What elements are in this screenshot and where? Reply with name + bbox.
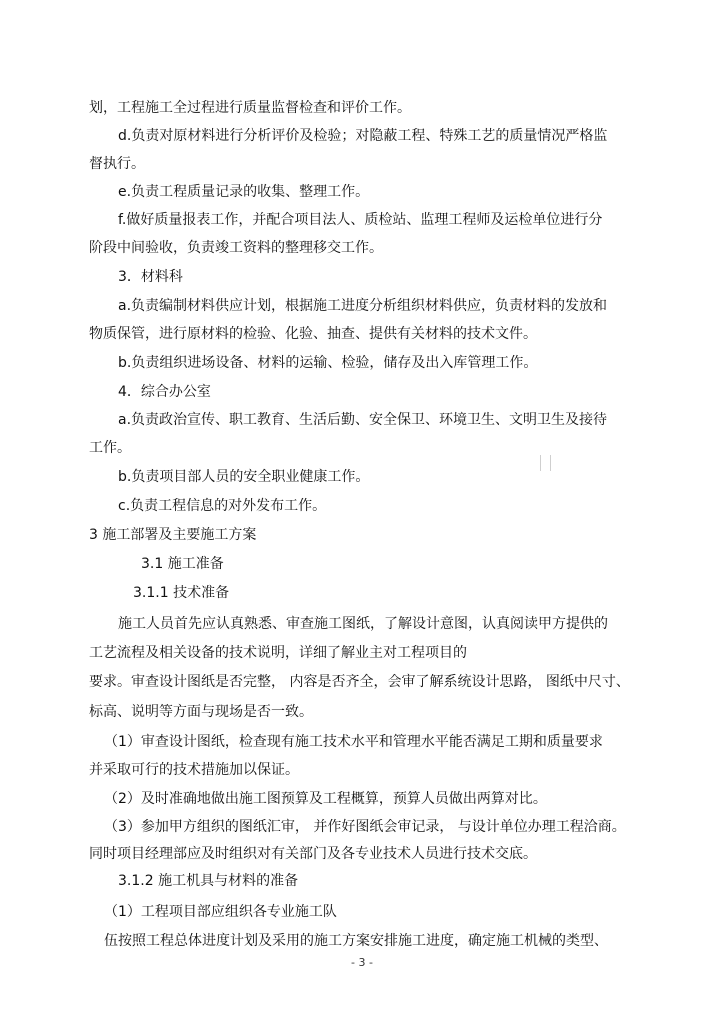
body-line: （1）工程项目部应组织各专业施工队 (104, 904, 337, 920)
body-line: a.负责政治宣传、职工教育、生活后勤、安全保卫、环境卫生、文明卫生及接待 (118, 412, 608, 428)
body-line: a.负责编制材料供应计划，根据施工进度分析组织材料供应，负责材料的发放和 (118, 298, 608, 314)
body-line: （3）参加甲方组织的图纸汇审， 并作好图纸会审记录， 与设计单位办理工程洽商。 (104, 819, 626, 835)
body-line: b.负责项目部人员的安全职业健康工作。 (118, 469, 370, 485)
body-line: 划，工程施工全过程进行质量监督检查和评价工作。 (89, 100, 411, 116)
section-heading: 3．材料科 (118, 269, 183, 285)
body-line: 标高、说明等方面与现场是否一致。 (89, 704, 313, 720)
body-line: f.做好质量报表工作，并配合项目法人、质检站、监理工程师及运检单位进行分 (118, 212, 603, 228)
section-heading: 4．综合办公室 (118, 384, 211, 400)
body-line: 督执行。 (89, 156, 145, 172)
chapter-heading: 3 施工部署及主要施工方案 (89, 527, 257, 543)
body-line: 阶段中间验收，负责竣工资料的整理移交工作。 (89, 240, 383, 256)
scan-artifact (540, 455, 551, 471)
body-line: d.负责对原材料进行分析评价及检验；对隐蔽工程、特殊工艺的质量情况严格监 (118, 128, 608, 144)
body-line: 工作。 (89, 440, 131, 456)
body-line: 并采取可行的技术措施加以保证。 (89, 762, 299, 778)
body-line: 物质保管，进行原材料的检验、化验、抽查、提供有关材料的技术文件。 (89, 326, 537, 342)
body-line: b.负责组织进场设备、材料的运输、检验，储存及出入库管理工作。 (118, 355, 538, 371)
body-line: 施工人员首先应认真熟悉、审查施工图纸，了解设计意图，认真阅读甲方提供的 (118, 616, 608, 632)
body-line: 伍按照工程总体进度计划及采用的施工方案安排施工进度，确定施工机械的类型、 (104, 933, 608, 949)
subsection-heading: 3.1.1 技术准备 (133, 585, 230, 601)
section-heading: 3.1 施工准备 (141, 556, 224, 572)
body-line: 要求。审查设计图纸是否完整， 内容是否齐全，会审了解系统设计思路， 图纸中尺寸、 (89, 674, 630, 690)
body-line: c.负责工程信息的对外发布工作。 (118, 498, 327, 514)
body-line: （1）审查设计图纸，检查现有施工技术水平和管理水平能否满足工期和质量要求 (104, 734, 603, 750)
body-line: 同时项目经理部应及时组织对有关部门及各专业技术人员进行技术交底。 (89, 846, 537, 862)
page-number: - 3 - (351, 956, 373, 969)
subsection-heading: 3.1.2 施工机具与材料的准备 (118, 873, 299, 889)
body-line: 工艺流程及相关设备的技术说明，详细了解业主对工程项目的 (89, 645, 467, 661)
body-line: e.负责工程质量记录的收集、整理工作。 (118, 184, 370, 200)
body-line: （2）及时准确地做出施工图预算及工程概算，预算人员做出两算对比。 (104, 791, 547, 807)
